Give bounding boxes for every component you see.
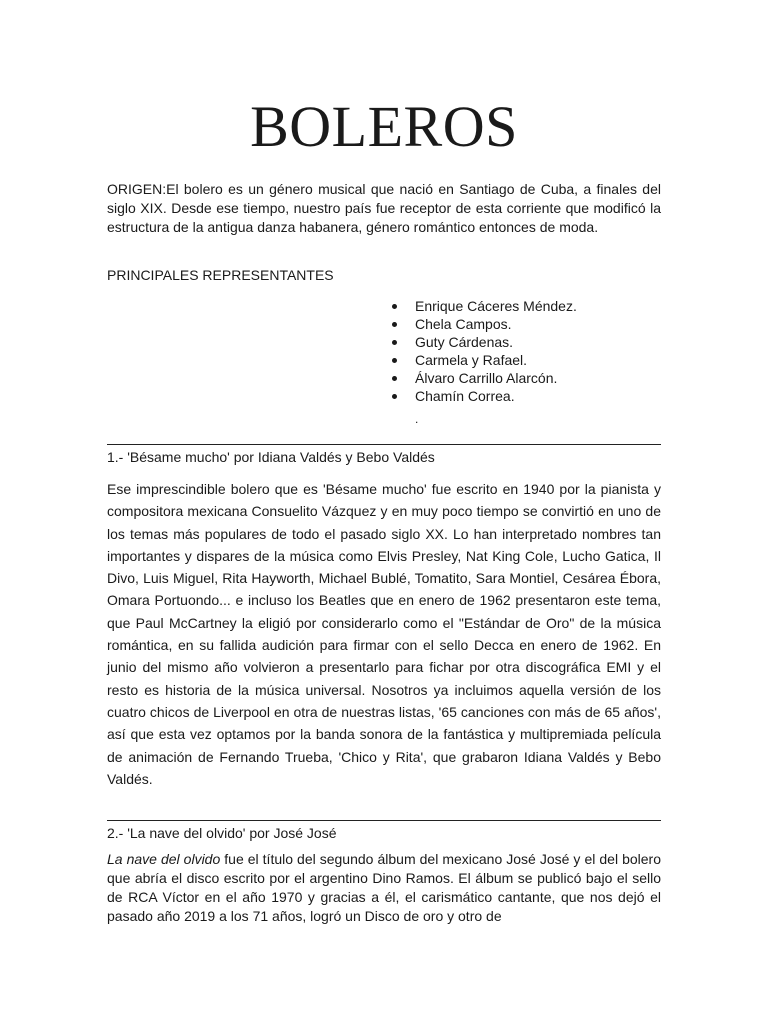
representatives-list <box>387 297 577 405</box>
section2-body <box>107 850 661 926</box>
section1-body: Ese imprescindible bolero que es 'Bésame mucho' fue escrito en 1940 por la pianista y compositora mexicana Consuelito Vázquez y en muy poco tiempo se convirtió en uno de los temas más populares de todo el pasado siglo XX. Lo han interpretado nombres tan importantes y dispares de la música como Elvis Presley, Nat King Cole, Lucho Gatica, Il Divo, Luis Miguel, Rita Hayworth, Michael Bublé, Tomatito, Sara Montiel, Cesárea Ébora, Omara Portuondo... e incluso los Beatles que en enero de 1962 presentaron este tema, que Paul McCartney la eligió por considerarlo como el "Estándar de Oro" de la música romántica, en su fallida audición para firmar con el sello Decca en enero de 1962. En junio del mismo año volvieron a presentarlo para fichar por otra discográfica EMI y el resto es historia de la música universal. Nosotros ya incluimos aquella versión de los cuatro chicos de Liverpool en otra de nuestras listas, '65 canciones con más de 65 años', así que esta vez optamos por la banda sonora de la fantástica y multipremiada película de animación de Fernando Trueba, 'Chico y Rita', que grabaron Idiana Valdés y Bebo Valdés. <box>107 481 661 787</box>
list-item: Guty Cárdenas. <box>387 333 577 351</box>
section-divider <box>107 444 661 445</box>
list-item: Enrique Cáceres Méndez. <box>387 297 577 315</box>
section2-title: 2.- 'La nave del olvido' por José José <box>107 825 337 841</box>
section-divider <box>107 820 661 821</box>
page-title: BOLEROS <box>250 94 518 159</box>
list-item: Chamín Correa. <box>387 387 577 405</box>
list-item: Álvaro Carrillo Alarcón. <box>387 369 577 387</box>
album-title: La nave del olvido <box>107 851 221 867</box>
representatives-heading: PRINCIPALES REPRESENTANTES <box>107 267 334 283</box>
section2-body-text: fue el título del segundo álbum del mexicano José José y el del bolero que abría el disco escrito por el argentino Dino Ramos. El álbum se publicó bajo el sello de RCA Víctor en el año 1970 y gracias a él, el carismático cantante, que nos dejó el pasado año 2019 a los 71 años, logró un Disco de oro y otro de <box>107 851 661 924</box>
list-end-mark: . <box>415 412 419 426</box>
list-item: Carmela y Rafael. <box>387 351 577 369</box>
origin-paragraph: ORIGEN:El bolero es un género musical que nació en Santiago de Cuba, a finales del siglo XIX. Desde ese tiempo, nuestro país fue receptor de esta corriente que modificó la estructura de la antigua danza habanera, género romántico entonces de moda. <box>107 181 661 235</box>
list-item: Chela Campos. <box>387 315 577 333</box>
section1-title: 1.- 'Bésame mucho' por Idiana Valdés y Bebo Valdés <box>107 449 435 465</box>
